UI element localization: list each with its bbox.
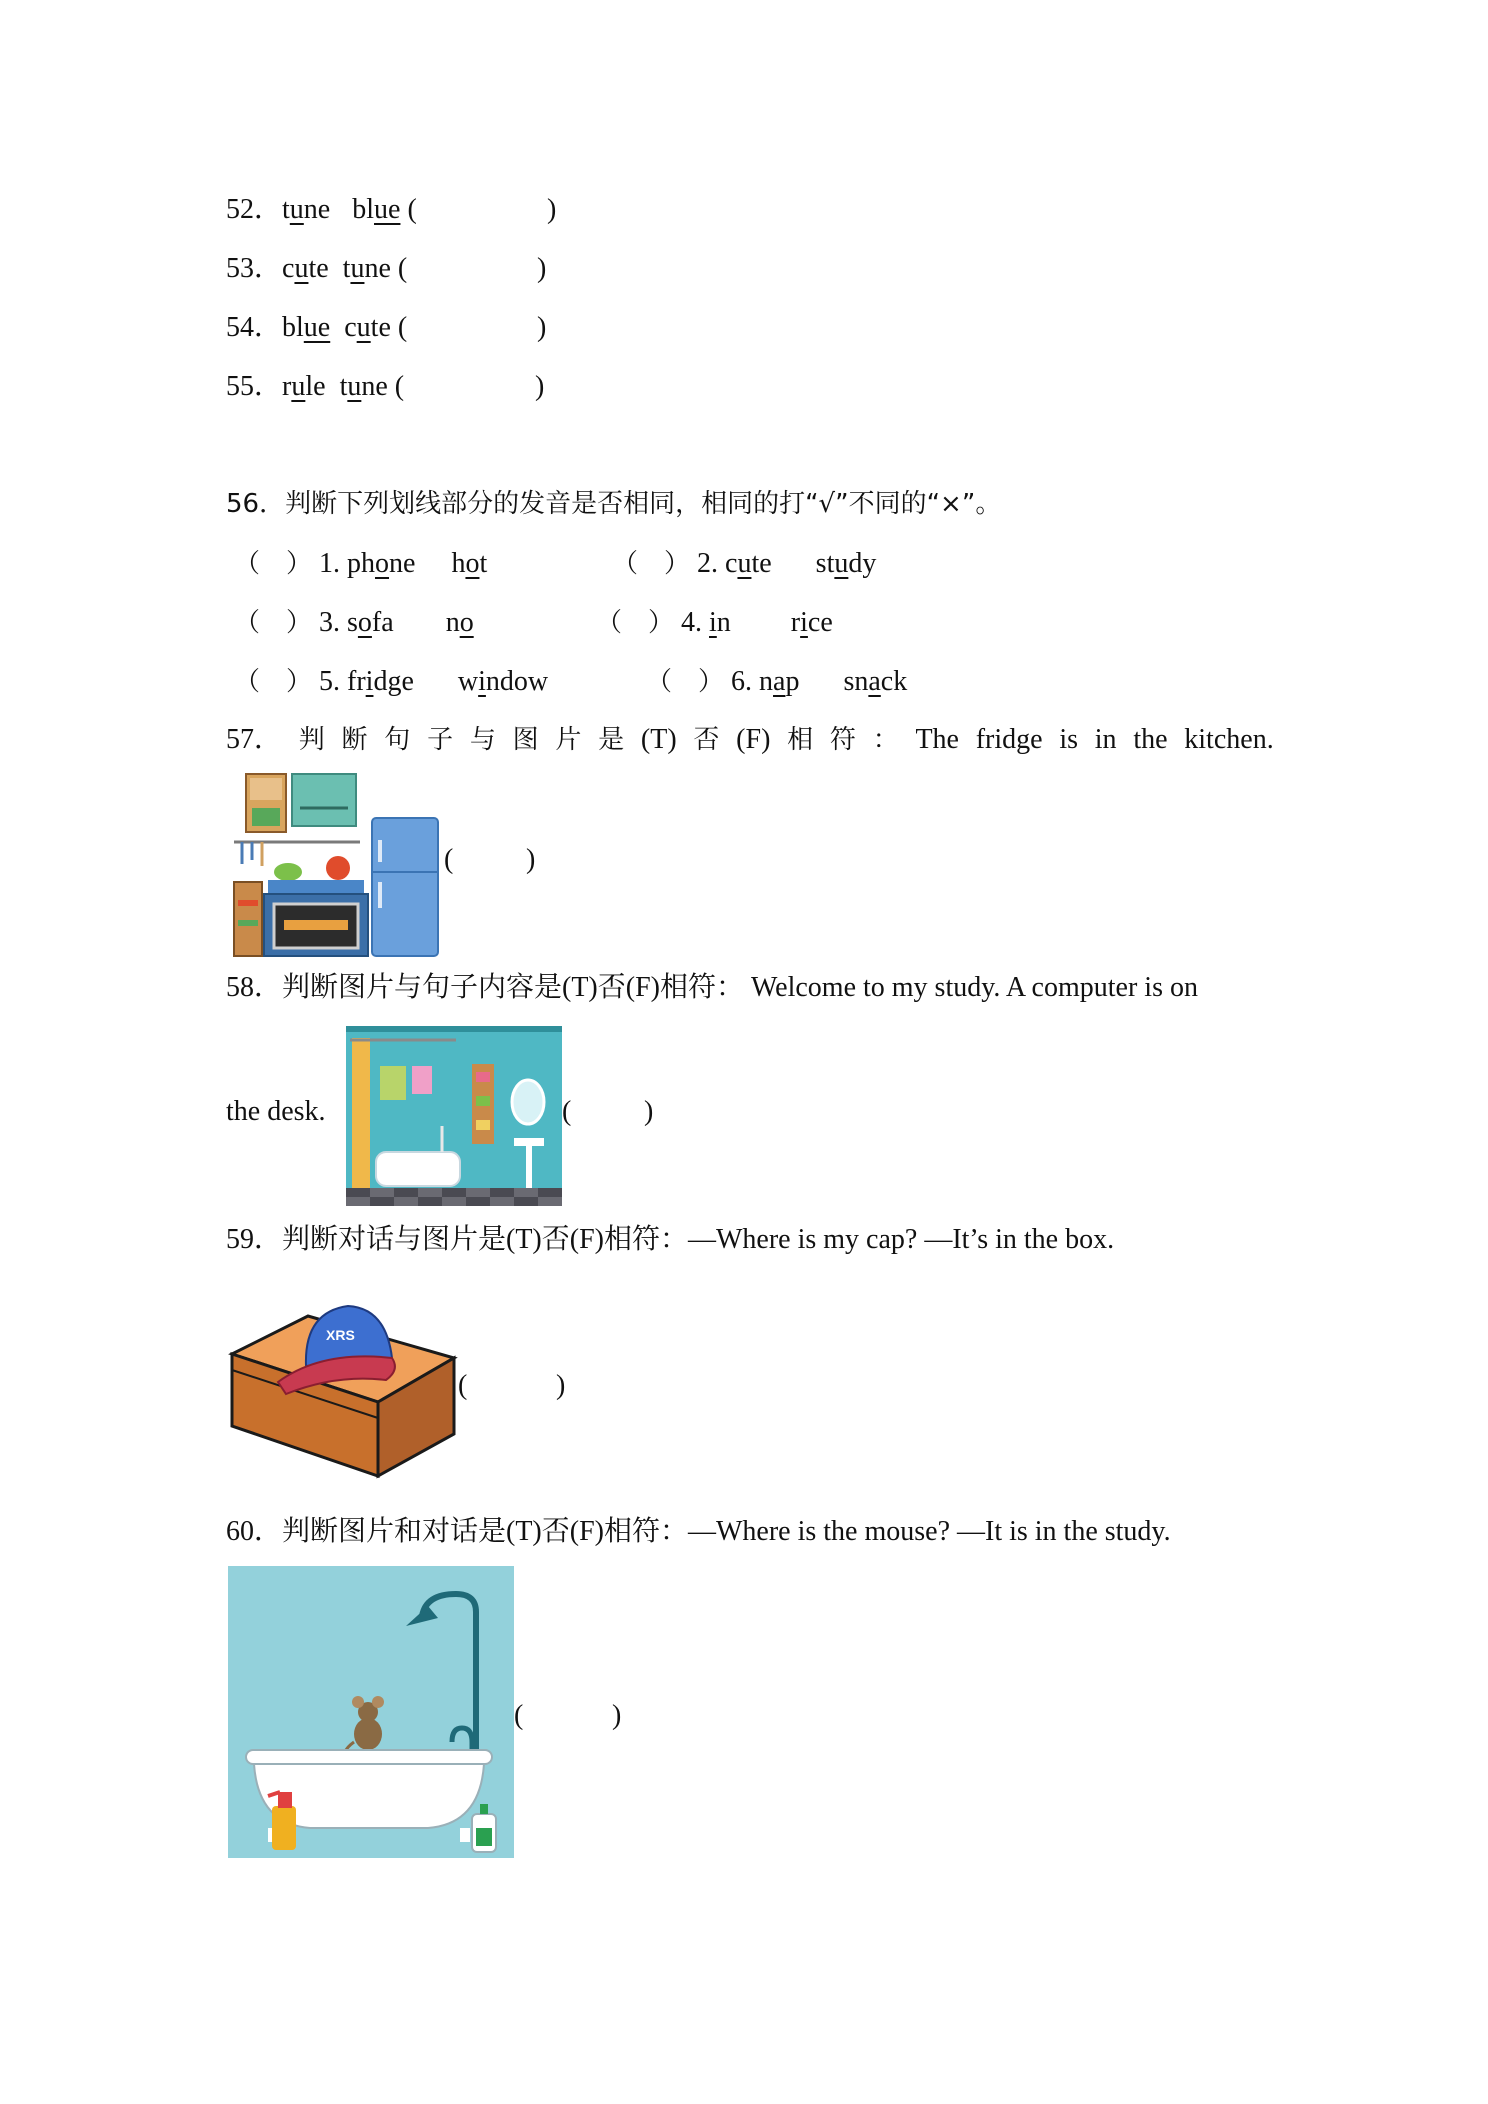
- underlined-sound: u: [350, 253, 365, 284]
- question-58: 58．判断图片与句子内容是(T)否(F)相符： Welcome to my study. A computer is on: [226, 972, 1198, 1003]
- underlined-sound: ue: [303, 312, 331, 343]
- answer-blank: （ ）: [234, 608, 313, 638]
- underlined-sound: u: [294, 253, 309, 284]
- underlined-sound: a: [868, 666, 881, 697]
- mouse-in-bathtub-picture: [228, 1566, 514, 1858]
- q56-item-3: （ ） 3. sofa no: [234, 607, 474, 638]
- question-56-title: 56．判断下列划线部分的发音是否相同，相同的打“√”不同的“×”。: [226, 489, 1002, 519]
- q56-item-2: （ ） 2. cute study: [612, 548, 877, 579]
- underlined-sound: ue: [374, 194, 401, 225]
- question-number: 53．: [226, 253, 283, 284]
- underlined-sound: o: [375, 548, 390, 579]
- answer-blank-close: ): [547, 194, 557, 225]
- answer-blank: （ ）: [234, 549, 313, 579]
- answer-blank-open: (: [458, 1370, 468, 1401]
- answer-blank-close: ): [644, 1096, 654, 1127]
- question-55: 55．rule tune (: [226, 371, 405, 402]
- answer-blank-close: ): [526, 844, 536, 875]
- underlined-sound: i: [800, 607, 808, 638]
- underlined-sound: i: [709, 607, 717, 638]
- underlined-sound: a: [773, 666, 786, 697]
- underlined-sound: o: [357, 607, 372, 638]
- underlined-sound: o: [465, 548, 480, 579]
- question-52: 52．tune blue (: [226, 194, 417, 225]
- kitchen-picture: [232, 770, 442, 960]
- question-number: 54．: [226, 312, 283, 343]
- answer-blank-open: (: [444, 844, 454, 875]
- answer-blank-close: ): [612, 1700, 622, 1731]
- answer-blank-open: (: [562, 1096, 572, 1127]
- underlined-sound: o: [459, 607, 474, 638]
- answer-blank-close: ): [537, 253, 547, 284]
- bathroom-picture: [346, 1026, 562, 1206]
- underlined-sound: u: [356, 312, 371, 343]
- answer-blank-close: ): [556, 1370, 566, 1401]
- underlined-sound: u: [347, 371, 362, 402]
- answer-blank: （ ）: [234, 667, 313, 697]
- underlined-sound: u: [289, 194, 304, 225]
- cap-on-box-picture: [226, 1286, 458, 1482]
- underlined-sound: u: [737, 548, 752, 579]
- question-number: 55．: [226, 371, 283, 402]
- cap-logo-text: XRS: [326, 1327, 355, 1343]
- answer-blank-close: ): [537, 312, 547, 343]
- q56-item-4: （ ） 4. in rice: [596, 607, 833, 638]
- underlined-sound: u: [834, 548, 849, 579]
- question-54: 54．blue cute (: [226, 312, 408, 343]
- underlined-sound: u: [291, 371, 306, 402]
- underlined-sound: i: [365, 666, 374, 697]
- question-58-continued: the desk.: [226, 1096, 326, 1127]
- q56-item-1: （ ） 1. phone hot: [234, 548, 488, 579]
- q56-item-6: （ ） 6. nap snack: [646, 666, 908, 697]
- answer-blank: （ ）: [646, 667, 725, 697]
- question-53: 53．cute tune (: [226, 253, 408, 284]
- question-57: 57． 判 断 句 子 与 图 片 是 (T) 否 (F) 相 符 ： The fridge is in the kitchen.: [226, 724, 1274, 755]
- q56-item-5: （ ） 5. fridge window: [234, 666, 549, 697]
- question-59: 59．判断对话与图片是(T)否(F)相符：—Where is my cap? —It’s in the box.: [226, 1224, 1115, 1255]
- answer-blank-close: ): [535, 371, 545, 402]
- answer-blank: （ ）: [596, 608, 675, 638]
- question-60: 60．判断图片和对话是(T)否(F)相符：—Where is the mouse? —It is in the study.: [226, 1516, 1171, 1547]
- answer-blank-open: (: [514, 1700, 524, 1731]
- answer-blank: （ ）: [612, 549, 691, 579]
- underlined-sound: i: [478, 666, 486, 697]
- question-number: 52．: [226, 194, 283, 225]
